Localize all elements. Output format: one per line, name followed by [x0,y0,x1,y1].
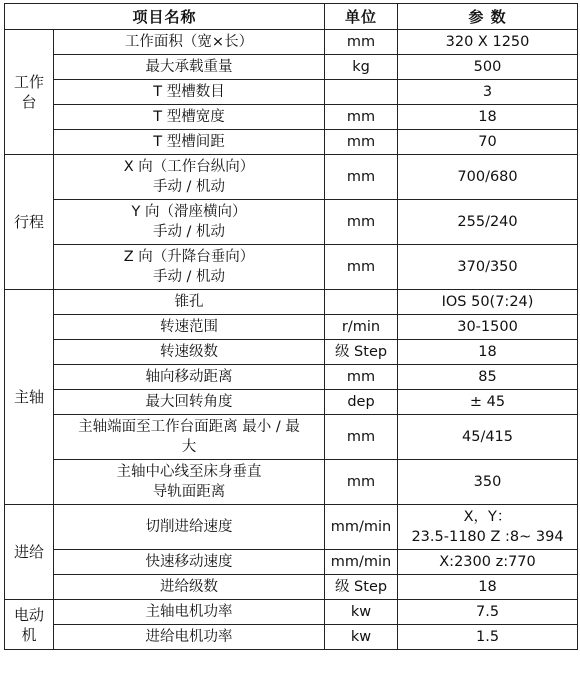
item-name: 主轴端面至工作台面距离 最小 / 最 [78,419,300,435]
category-cell [5,290,54,505]
item-name: 进给电机功率 [145,629,233,645]
item-name-cell [54,575,325,600]
header-unit: 单位 [325,4,398,30]
parameter-value: 30-1500 [457,319,518,335]
item-name: 最大承载重量 [145,59,233,75]
parameter-value-cell [398,290,578,315]
table-row [5,315,578,340]
item-name-cell [54,505,325,550]
unit-cell: mm [325,415,398,460]
table-row [5,245,578,290]
table-row [5,460,578,505]
item-name: Y 向（滑座横向） [131,204,247,220]
unit-cell [325,80,398,105]
item-name-cell [54,80,325,105]
item-name-cell [54,460,325,505]
table-row [5,130,578,155]
item-name: 主轴电机功率 [145,604,233,620]
parameter-value: X:2300 z:770 [439,554,536,570]
item-name: T 型槽数目 [153,84,225,100]
unit-cell: mm [325,155,398,200]
item-name-cell [54,130,325,155]
parameter-value-cell [398,575,578,600]
item-name: 手动 / 机动 [152,269,226,285]
item-name-cell [54,390,325,415]
item-name-cell [54,550,325,575]
parameter-value-cell [398,80,578,105]
parameter-value-cell [398,600,578,625]
unit-cell: mm [325,105,398,130]
parameter-value: 85 [478,369,497,385]
parameter-value: 7.5 [475,604,500,620]
spec-table [4,3,578,650]
item-name-cell [54,105,325,130]
table-row [5,505,578,550]
item-name: 手动 / 机动 [152,224,226,240]
unit-cell: mm [325,200,398,245]
parameter-value: 45/415 [462,429,514,445]
item-name: 轴向移动距离 [145,369,233,385]
item-name: 最大回转角度 [145,394,233,410]
parameter-value: 70 [478,134,497,150]
table-row [5,200,578,245]
unit-cell: r/min [325,315,398,340]
category-label: 主轴 [13,388,44,406]
category-cell [5,600,54,650]
table-row [5,575,578,600]
unit-cell: mm [325,130,398,155]
category-cell [5,30,54,155]
table-row [5,80,578,105]
parameter-value-cell [398,415,578,460]
header-row [5,4,578,30]
item-name: 快速移动速度 [145,554,233,570]
unit-cell: mm/min [325,505,398,550]
category-label: 台 [21,93,37,111]
item-name: Z 向（升降台垂向） [123,249,255,265]
item-name: 转速范围 [160,319,218,335]
parameter-value-cell [398,315,578,340]
parameter-value: X，Y： [463,509,512,525]
parameter-value: ± 45 [469,394,506,410]
parameter-value: 320 X 1250 [445,34,530,50]
table-row [5,30,578,55]
unit-cell: mm [325,30,398,55]
item-name-cell [54,155,325,200]
item-name: T 型槽间距 [153,134,225,150]
table-row [5,550,578,575]
parameter-value: 700/680 [457,169,518,185]
parameter-value-cell [398,130,578,155]
item-name: 切削进给速度 [145,519,233,535]
item-name: X 向（工作台纵向） [123,159,255,175]
parameter-value: 3 [482,84,493,100]
parameter-value-cell [398,155,578,200]
item-name-cell [54,315,325,340]
unit-cell: 级 Step [325,340,398,365]
item-name-cell [54,55,325,80]
item-name: 进给级数 [160,579,218,595]
table-row [5,625,578,650]
table-row [5,55,578,80]
category-label: 行程 [13,213,44,231]
parameter-value: 23.5-1180 Z :8~ 394 [411,529,564,545]
header-parameter: 参 数 [398,4,578,30]
parameter-value-cell [398,340,578,365]
parameter-value-cell [398,365,578,390]
parameter-value: 350 [473,474,502,490]
parameter-value-cell [398,55,578,80]
item-name: 工作面积（宽×长） [124,34,254,50]
parameter-value-cell [398,625,578,650]
parameter-value: 1.5 [475,629,500,645]
category-label: 工作 [13,73,44,91]
category-cell [5,505,54,600]
parameter-value: 18 [478,344,497,360]
parameter-value: IOS 50(7:24) [441,294,534,310]
table-row [5,600,578,625]
item-name-cell [54,200,325,245]
parameter-value: 500 [473,59,502,75]
table-row [5,290,578,315]
item-name-cell [54,245,325,290]
item-name: 大 [181,439,197,455]
parameter-value-cell [398,505,578,550]
item-name-cell [54,290,325,315]
parameter-value: 255/240 [457,214,518,230]
item-name: 主轴中心线至床身垂直 [116,464,262,480]
unit-cell: dep [325,390,398,415]
item-name-cell [54,600,325,625]
unit-cell: kw [325,625,398,650]
table-row [5,415,578,460]
category-label: 电动 [13,605,44,624]
table-row [5,155,578,200]
unit-cell: 级 Step [325,575,398,600]
unit-cell: mm/min [325,550,398,575]
item-name: T 型槽宽度 [153,109,225,125]
parameter-value-cell [398,245,578,290]
item-name-cell [54,340,325,365]
parameter-value-cell [398,460,578,505]
unit-cell [325,290,398,315]
table-row [5,365,578,390]
category-cell [5,155,54,290]
table-row [5,340,578,365]
item-name-cell [54,30,325,55]
category-label: 进给 [13,543,44,561]
parameter-value-cell [398,550,578,575]
unit-cell: mm [325,365,398,390]
parameter-value: 18 [478,579,497,595]
table-row [5,390,578,415]
unit-cell: mm [325,460,398,505]
parameter-value-cell [398,30,578,55]
item-name-cell [54,625,325,650]
spec-body [5,30,578,650]
item-name: 导轨面距离 [152,484,226,500]
header-item-name: 项目名称 [5,4,325,30]
unit-cell: kg [325,55,398,80]
item-name: 手动 / 机动 [152,179,226,195]
table-row [5,105,578,130]
item-name: 锥孔 [174,294,204,310]
item-name-cell [54,415,325,460]
item-name: 转速级数 [160,344,218,360]
parameter-value-cell [398,105,578,130]
parameter-value: 370/350 [457,259,518,275]
category-label: 机 [21,625,37,644]
unit-cell: kw [325,600,398,625]
parameter-value: 18 [478,109,497,125]
parameter-value-cell [398,200,578,245]
item-name-cell [54,365,325,390]
parameter-value-cell [398,390,578,415]
unit-cell: mm [325,245,398,290]
